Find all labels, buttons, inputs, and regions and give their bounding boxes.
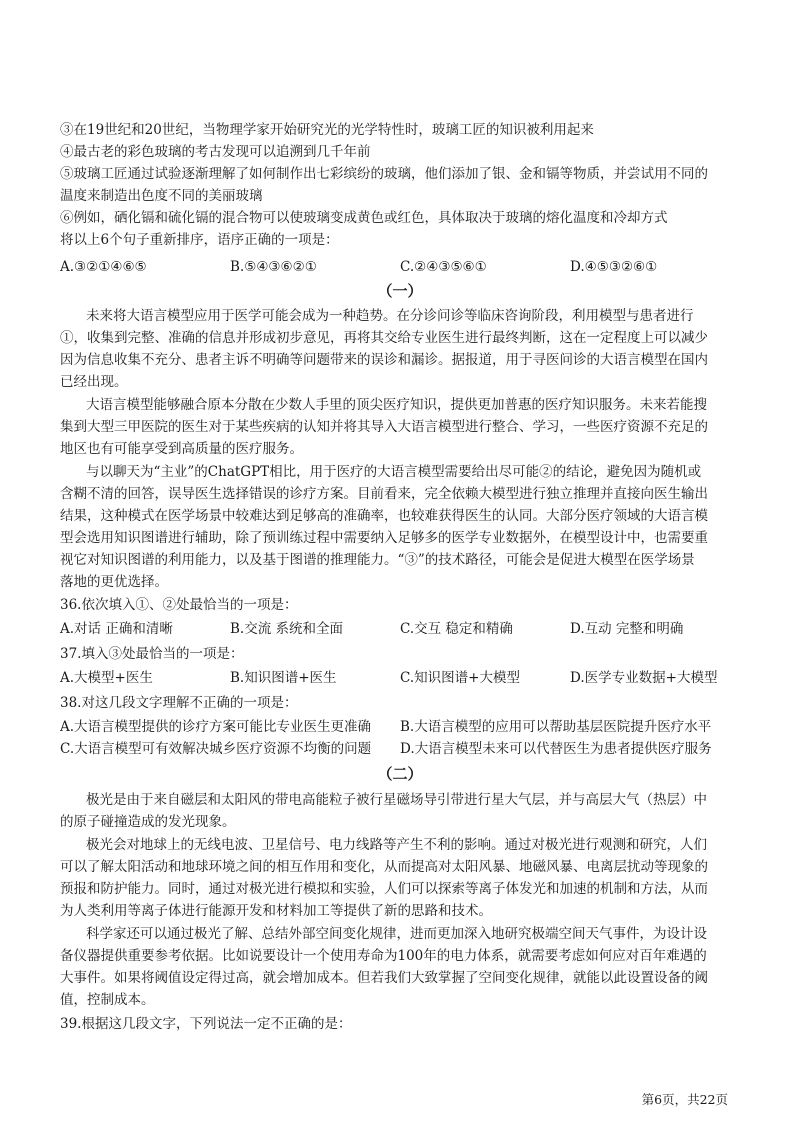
section-1-heading: （一） <box>377 282 423 300</box>
paragraph-line: ①，收集到完整、准确的信息并形成初步意见，再将其交给专业医生进行最终判断，这在一定程度上可以减少 <box>60 330 708 346</box>
option-a[interactable]: A.大语言模型提供的诊疗方案可能比专业医生更准确 <box>60 719 372 735</box>
paragraph-line: 含糊不清的回答，误导医生选择错误的诊疗方案。目前看来，完全依赖大模型进行独立推理并直接向医生输出 <box>60 486 708 502</box>
paragraph-line: 地区也有可能享受到高质量的医疗服务。 <box>60 441 303 457</box>
paragraph-line: 视它对知识图谱的利用能力，以及基于图谱的推理能力。“③”的技术路径，可能会是促进大模型在医学场景 <box>60 552 695 568</box>
option-c[interactable]: C.②④③⑤⑥① <box>400 259 487 275</box>
paragraph-line: 落地的更优选择。 <box>60 574 168 590</box>
paragraph-line: 极光会对地球上的无线电波、卫星信号、电力线路等产生不利的影响。通过对极光进行观测和研究，人们 <box>86 837 707 853</box>
option-a[interactable]: A.对话 正确和清晰 <box>60 621 173 637</box>
ordering-options <box>60 256 760 278</box>
option-d[interactable]: D.④⑤③②⑥① <box>570 259 658 275</box>
paragraph-line: 值，控制成本。 <box>60 992 155 1008</box>
question-38-stem: 38.对这几段文字理解不正确的一项是： <box>60 695 298 711</box>
question-36-options <box>60 618 760 640</box>
sentence-5-cont: 温度来制造出色度不同的美丽玻璃 <box>60 188 263 204</box>
paragraph-line: 大事件。如果将阈值设定得过高，就会增加成本。但若我们大致掌握了空间变化规律，就能以此设置设备的阈 <box>60 970 708 986</box>
question-39-stem: 39.根据这几段文字，下列说法一定不正确的是： <box>60 1016 352 1032</box>
option-d[interactable]: D.大语言模型未来可以代替医生为患者提供医疗服务 <box>400 741 712 757</box>
question-37-options <box>60 667 760 689</box>
paragraph-line: 的原子碰撞造成的发光现象。 <box>60 814 236 830</box>
paragraph-line: 大语言模型能够融合原本分散在少数人手里的顶尖医疗知识，提供更加普惠的医疗知识服务。未来若能搜 <box>86 397 707 413</box>
option-a[interactable]: A.大模型+医生 <box>60 670 153 686</box>
option-c[interactable]: C.大语言模型可有效解决城乡医疗资源不均衡的问题 <box>60 741 372 757</box>
paragraph-line: 极光是由于来自磁层和太阳风的带电高能粒子被行星磁场导引带进行星大气层，并与高层大气（热层）中 <box>86 792 707 808</box>
option-b[interactable]: B.知识图谱+医生 <box>230 670 337 686</box>
option-b[interactable]: B.大语言模型的应用可以帮助基层医院提升医疗水平 <box>400 719 712 735</box>
paragraph-line: 预报和防护能力。同时，通过对极光进行模拟和实验，人们可以探索等离子体发光和加速的机制和方法，从而 <box>60 881 708 897</box>
question-38-options-row-1 <box>60 716 760 738</box>
paragraph-line: 可以了解太阳活动和地球环境之间的相互作用和变化，从而提高对太阳风暴、地磁风暴、电离层扰动等现象的 <box>60 859 708 875</box>
option-d[interactable]: D.医学专业数据+大模型 <box>570 670 718 686</box>
question-37-stem: 37.填入③处最恰当的一项是： <box>60 646 244 662</box>
paragraph-line: 为人类利用等离子体进行能源开发和材料加工等提供了新的思路和技术。 <box>60 903 492 919</box>
option-a[interactable]: A.③②①④⑥⑤ <box>60 259 147 275</box>
paragraph-line: 科学家还可以通过极光了解、总结外部空间变化规律，进而更加深入地研究极端空间天气事件，为设计设 <box>86 926 707 942</box>
paragraph-line: 未来将大语言模型应用于医学可能会成为一种趋势。在分诊问诊等临床咨询阶段，利用模型与患者进行 <box>86 308 694 324</box>
question-38-options-row-2 <box>60 738 760 760</box>
question-36-stem: 36.依次填入①、②处最恰当的一项是： <box>60 597 298 613</box>
sentence-6: ⑥例如，硒化镉和硫化镉的混合物可以使玻璃变成黄色或红色，具体取决于玻璃的熔化温度和冷却方式 <box>60 210 668 226</box>
sentence-5: ⑤玻璃工匠通过试验逐渐理解了如何制作出七彩缤纷的玻璃，他们添加了银、金和镉等物质，并尝试用不同的 <box>60 166 708 182</box>
option-b[interactable]: B.交流 系统和全面 <box>230 621 344 637</box>
paragraph-line: 与以聊天为“主业”的ChatGPT相比，用于医疗的大语言模型需要给出尽可能②的结论，避免因为随机或 <box>86 464 702 480</box>
option-c[interactable]: C.交互 稳定和精确 <box>400 621 513 637</box>
sentence-3: ③在19世纪和20世纪，当物理学家开始研究光的光学特性时，玻璃工匠的知识被利用起来 <box>60 122 594 138</box>
option-c[interactable]: C.知识图谱+大模型 <box>400 670 520 686</box>
option-d[interactable]: D.互动 完整和明确 <box>570 621 684 637</box>
paragraph-line: 型会选用知识图谱进行辅助，除了预训练过程中需要纳入足够多的医学专业数据外，在模型设计中，也需要重 <box>60 530 708 546</box>
page-number: 第6页，共22页 <box>641 1092 728 1107</box>
section-2-heading: （二） <box>377 765 423 783</box>
option-b[interactable]: B.⑤④③⑥②① <box>230 259 317 275</box>
paragraph-line: 已经出现。 <box>60 374 128 390</box>
sentence-4: ④最古老的彩色玻璃的考古发现可以追溯到几千年前 <box>60 144 371 160</box>
ordering-question-stem: 将以上6个句子重新排序，语序正确的一项是： <box>60 232 339 248</box>
paragraph-line: 因为信息收集不充分、患者主诉不明确等问题带来的误诊和漏诊。据报道，用于寻医问诊的大语言模型在国内 <box>60 352 708 368</box>
paragraph-line: 备仪器提供重要参考依据。比如说要设计一个使用寿命为100年的电力体系，就需要考虑如何应对百年难遇的 <box>60 948 707 964</box>
paragraph-line: 结果，这种模式在医学场景中较难达到足够高的准确率，也较难获得医生的认同。大部分医疗领域的大语言模 <box>60 508 708 524</box>
paragraph-line: 集到大型三甲医院的医生对于某些疾病的认知并将其导入大语言模型进行整合、学习，一些医疗资源不充足的 <box>60 419 708 435</box>
